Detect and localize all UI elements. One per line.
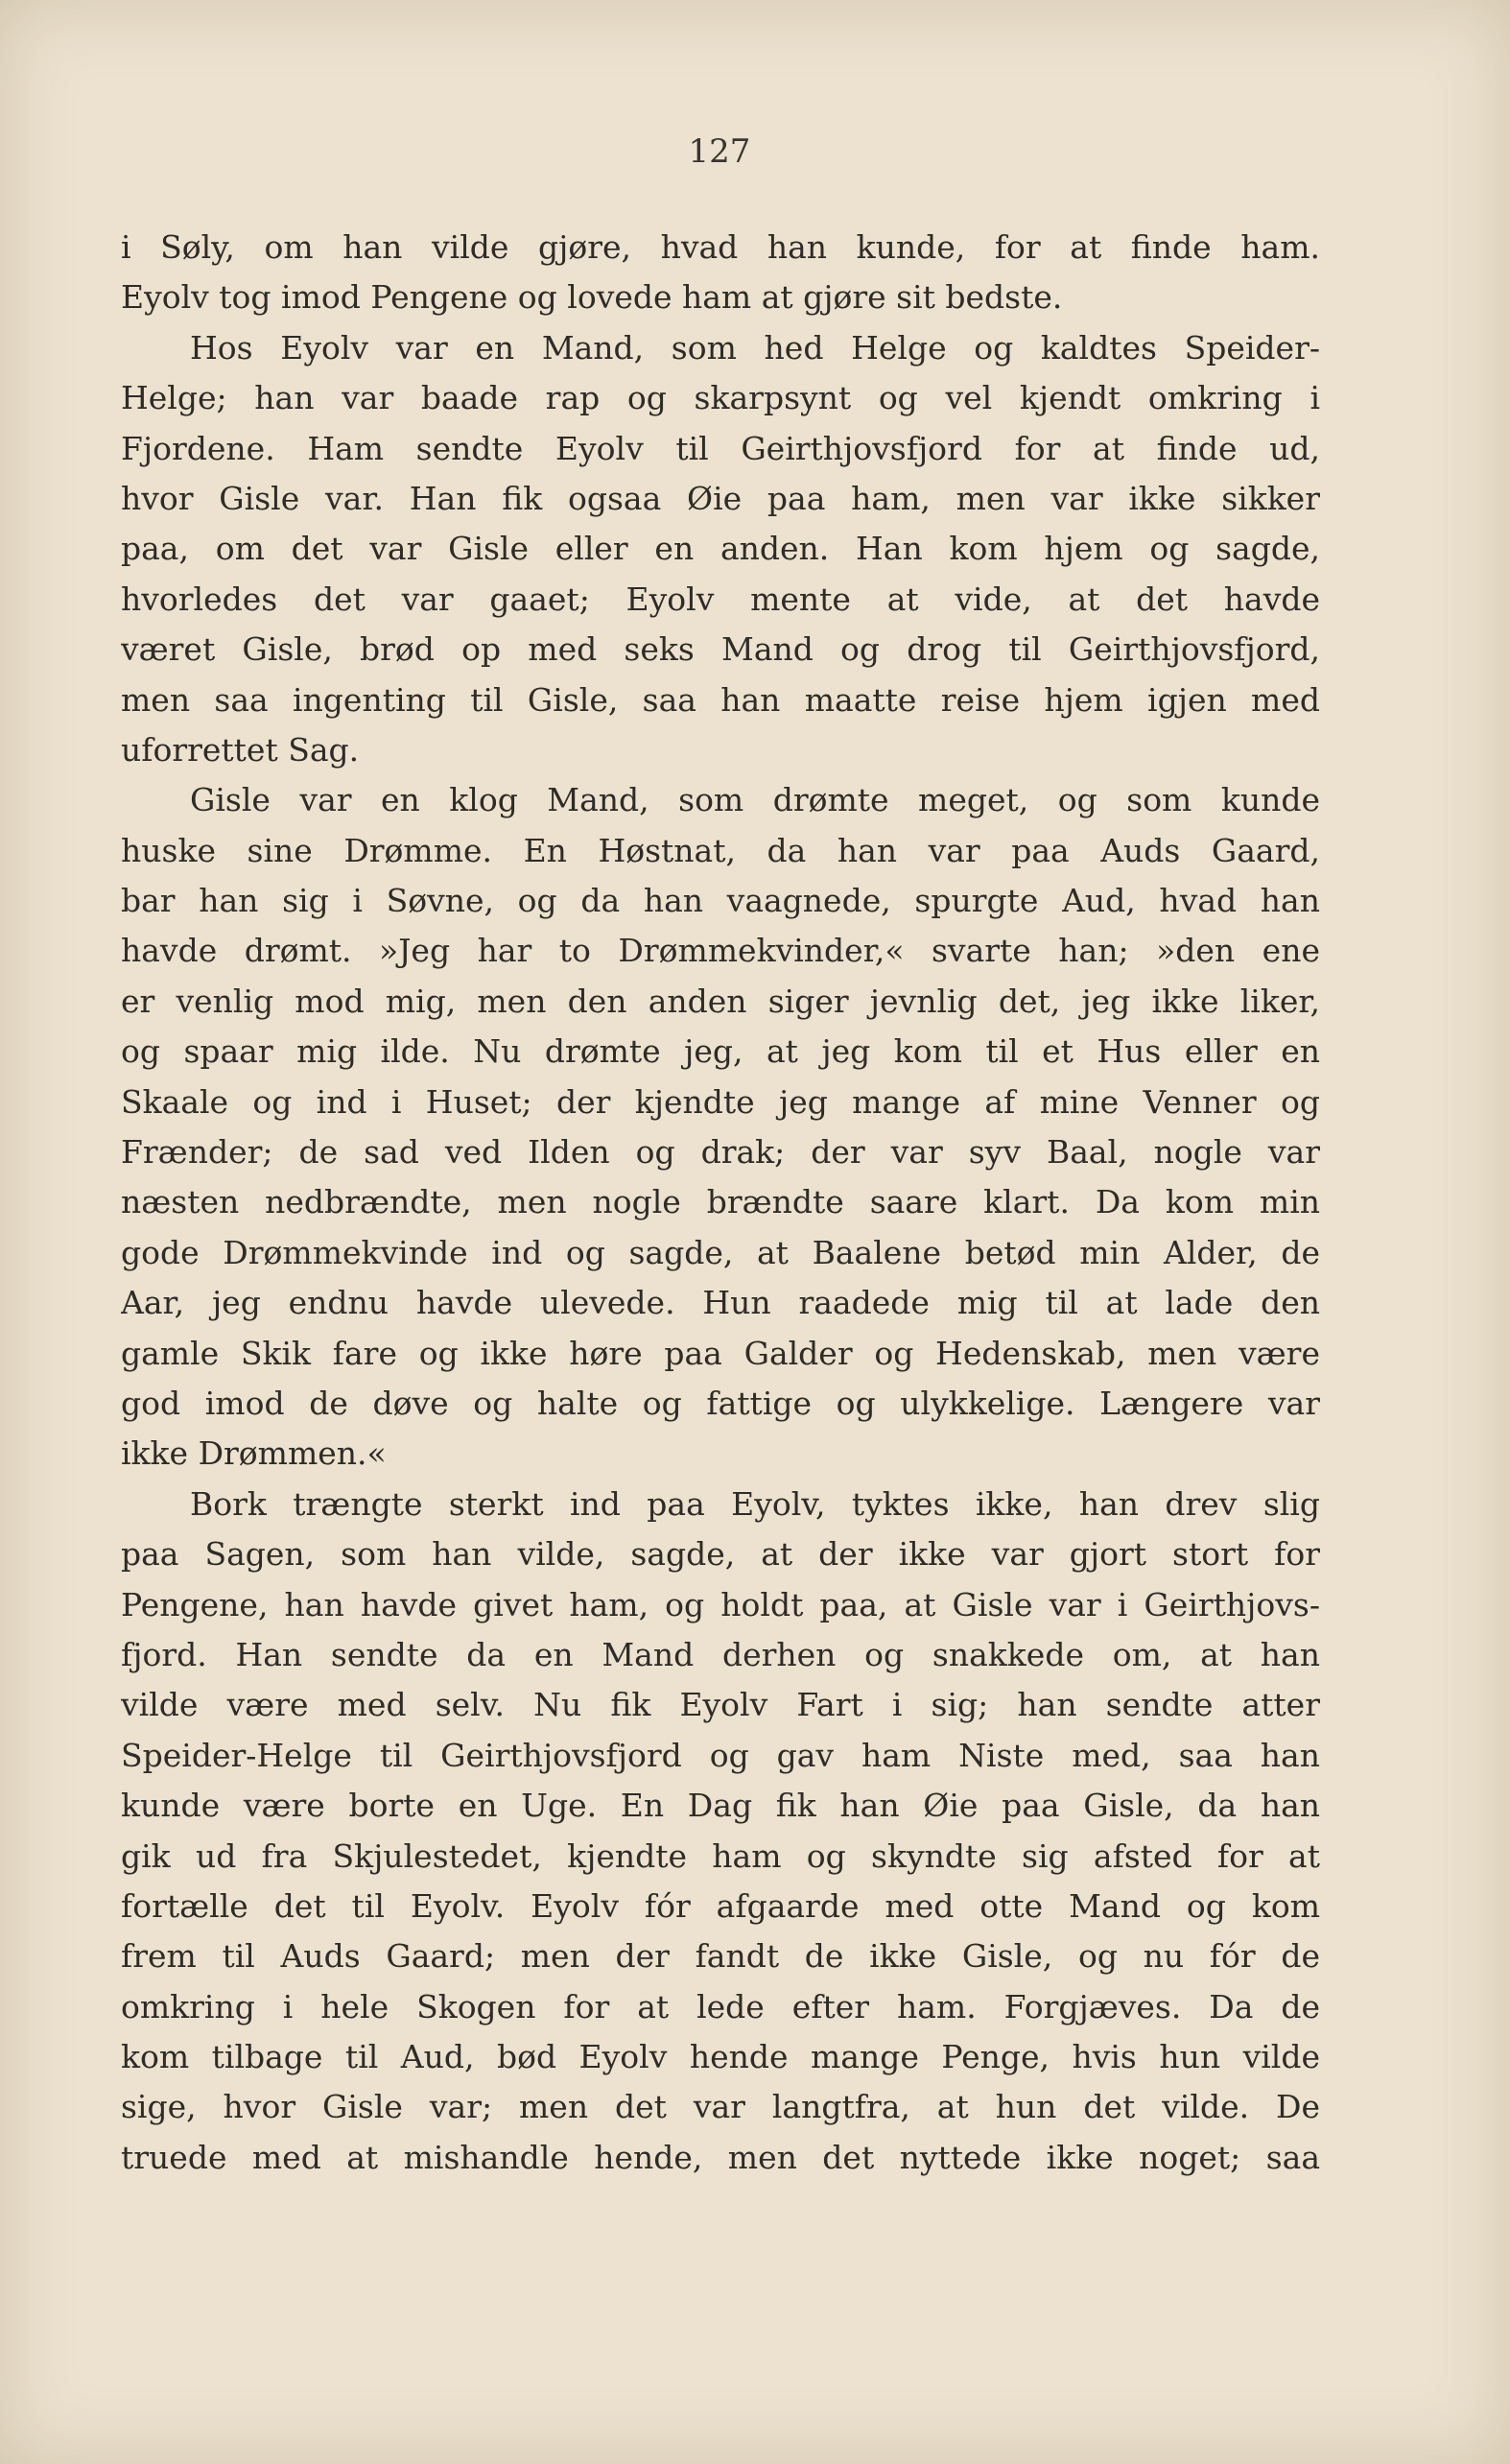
text-line: Hos Eyolv var en Mand, som hed Helge og kaldtes Speider-	[190, 328, 1320, 367]
text-line: sige, hvor Gisle var; men det var langtfra, at hun det vilde. De	[121, 2088, 1320, 2126]
text-line: paa, om det var Gisle eller en anden. Han kom hjem og sagde,	[121, 530, 1320, 568]
text-line: god imod de døve og halte og fattige og ulykkelige. Længere var	[121, 1384, 1320, 1422]
text-line: Frænder; de sad ved Ilden og drak; der var syv Baal, nogle var	[121, 1133, 1320, 1172]
text-line: Bork trængte sterkt ind paa Eyolv, tyktes ikke, han drev slig	[190, 1484, 1320, 1523]
text-line: havde drømt. »Jeg har to Drømmekvinder,« svarte han; »den ene	[121, 932, 1320, 970]
text-line: Pengene, han havde givet ham, og holdt paa, at Gisle var i Geirthjovs-	[121, 1585, 1320, 1623]
text-line: bar han sig i Søvne, og da han vaagnede, spurgte Aud, hvad han	[121, 882, 1320, 920]
text-line: Aar, jeg endnu havde ulevede. Hun raadede mig til at lade den	[121, 1284, 1320, 1322]
text-line: gode Drømmekvinde ind og sagde, at Baalene betød min Alder, de	[121, 1233, 1320, 1271]
text-line: er venlig mod mig, men den anden siger jevnlig det, jeg ikke liker,	[121, 982, 1320, 1020]
text-line: paa Sagen, som han vilde, sagde, at der ikke var gjort stort for	[121, 1535, 1320, 1574]
text-line: frem til Auds Gaard; men der fandt de ikke Gisle, og nu fór de	[121, 1937, 1320, 1976]
text-line: ikke Drømmen.«	[121, 1434, 387, 1473]
text-line: kunde være borte en Uge. En Dag fik han Øie paa Gisle, da han	[121, 1787, 1320, 1825]
text-line: Fjordene. Ham sendte Eyolv til Geirthjovsfjord for at finde ud,	[121, 429, 1320, 467]
page-number: 127	[688, 132, 751, 171]
text-line: kom tilbage til Aud, bød Eyolv hende mange Penge, hvis hun vilde	[121, 2038, 1320, 2076]
text-line: hvorledes det var gaaet; Eyolv mente at vide, at det havde	[121, 580, 1320, 618]
text-line: næsten nedbrændte, men nogle brændte saare klart. Da kom min	[121, 1183, 1320, 1221]
text-line: Helge; han var baade rap og skarpsynt og vel kjendt omkring i	[121, 379, 1320, 417]
text-line: Eyolv tog imod Pengene og lovede ham at gjøre sit bedste.	[121, 278, 1063, 317]
text-line: omkring i hele Skogen for at lede efter ham. Forgjæves. Da de	[121, 1987, 1320, 2026]
text-line: og spaar mig ilde. Nu drømte jeg, at jeg kom til et Hus eller en	[121, 1032, 1320, 1071]
text-line: uforrettet Sag.	[121, 730, 360, 769]
body-text	[121, 223, 1320, 2183]
text-line: været Gisle, brød op med seks Mand og drog til Geirthjovsfjord,	[121, 630, 1320, 669]
text-line: gamle Skik fare og ikke høre paa Galder og Hedenskab, men være	[121, 1334, 1320, 1372]
text-line: huske sine Drømme. En Høstnat, da han var paa Auds Gaard,	[121, 831, 1320, 869]
text-line: i Søly, om han vilde gjøre, hvad han kunde, for at finde ham.	[121, 228, 1320, 266]
text-line: gik ud fra Skjulestedet, kjendte ham og skyndte sig afsted for at	[121, 1836, 1320, 1875]
text-line: vilde være med selv. Nu fik Eyolv Fart i sig; han sendte atter	[121, 1686, 1320, 1724]
text-line: Speider-Helge til Geirthjovsfjord og gav ham Niste med, saa han	[121, 1736, 1320, 1774]
text-line: Skaale og ind i Huset; der kjendte jeg mange af mine Venner og	[121, 1082, 1320, 1121]
text-line: hvor Gisle var. Han fik ogsaa Øie paa ham, men var ikke sikker	[121, 479, 1320, 517]
text-line: truede med at mishandle hende, men det nyttede ikke noget; saa	[121, 2138, 1320, 2176]
text-line: Gisle var en klog Mand, som drømte meget, og som kunde	[190, 781, 1320, 819]
text-line: fortælle det til Eyolv. Eyolv fór afgaarde med otte Mand og kom	[121, 1886, 1320, 1925]
text-line: men saa ingenting til Gisle, saa han maatte reise hjem igjen med	[121, 680, 1320, 719]
text-line: fjord. Han sendte da en Mand derhen og snakkede om, at han	[121, 1635, 1320, 1673]
